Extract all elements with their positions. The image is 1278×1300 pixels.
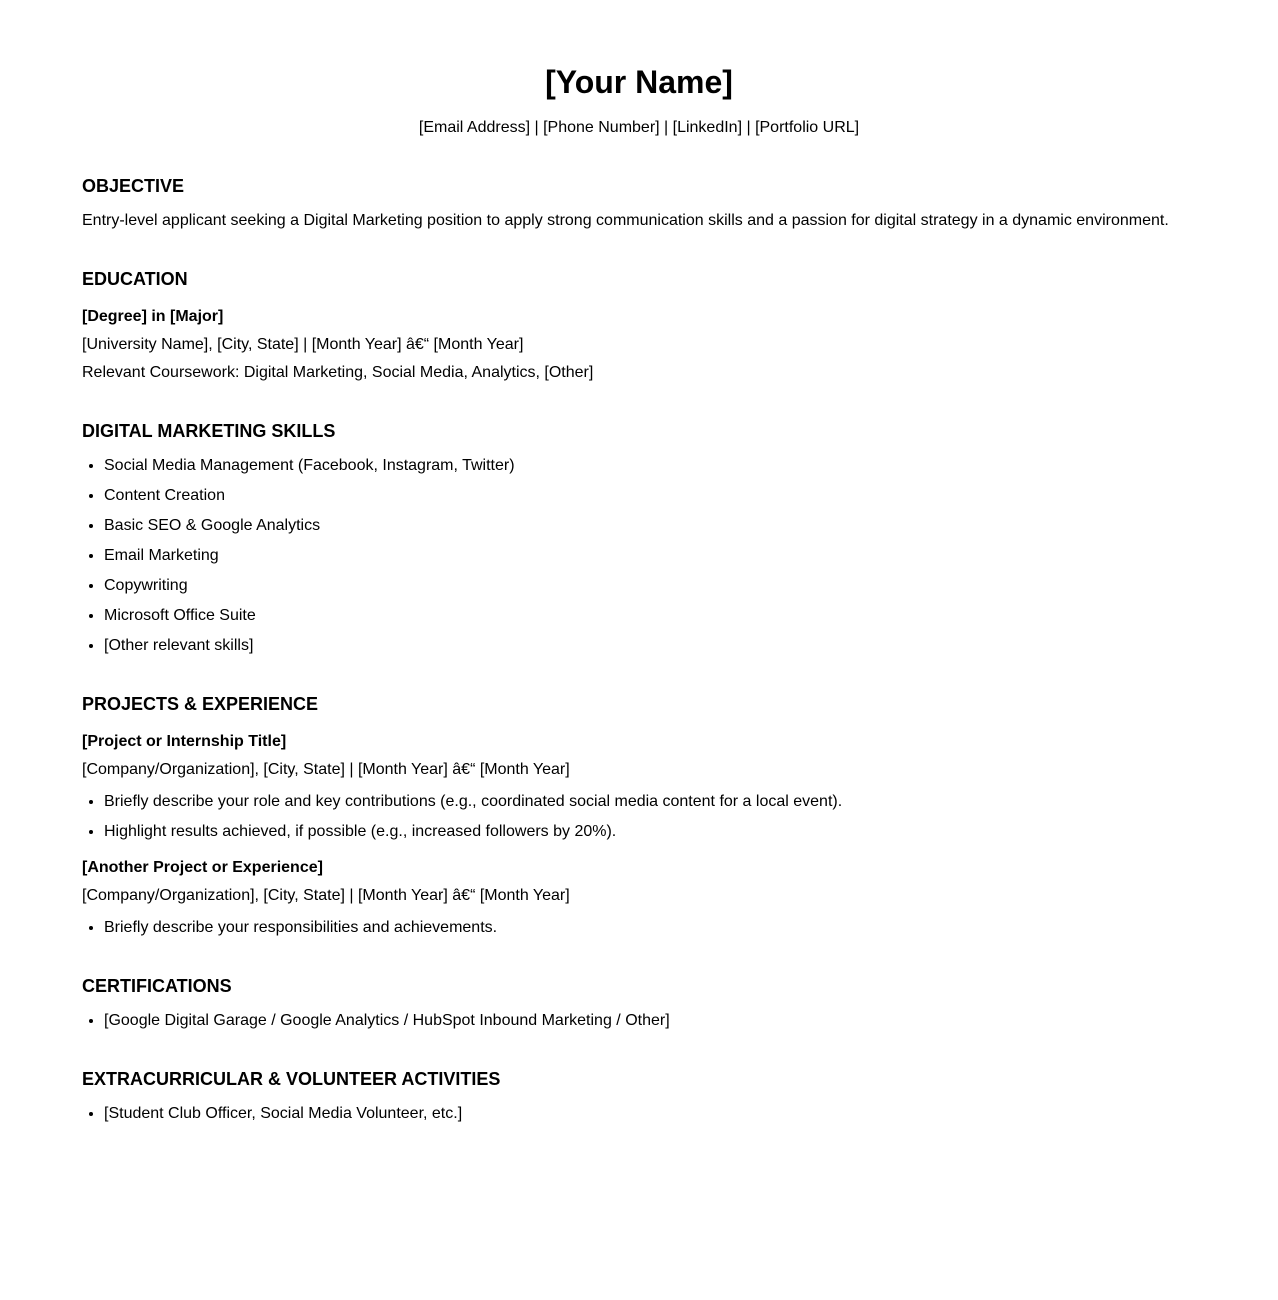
list-item: • Social Media Management (Facebook, Instagram, Twitter) <box>104 456 1196 475</box>
education-coursework: Relevant Coursework: Digital Marketing, Social Media, Analytics, [Other] <box>82 364 594 381</box>
list-item: • Highlight results achieved, if possible (e.g., increased followers by 20%). <box>104 822 1196 841</box>
list-item: • Briefly describe your responsibilities and achievements. <box>104 918 1196 937</box>
extracurricular-heading: EXTRACURRICULAR & VOLUNTEER ACTIVITIES <box>82 1069 501 1089</box>
education-degree: [Degree] in [Major] <box>82 308 224 325</box>
experience-heading: PROJECTS & EXPERIENCE <box>82 694 319 714</box>
experience-entry-title: [Another Project or Experience] <box>82 859 323 876</box>
resume-header <box>82 64 1196 137</box>
objective-heading: OBJECTIVE <box>82 176 185 196</box>
certifications-heading: CERTIFICATIONS <box>82 976 232 996</box>
education-heading: EDUCATION <box>82 269 188 289</box>
section-experience <box>82 694 1196 937</box>
experience-entry-bullets <box>82 792 1196 841</box>
section-certifications <box>82 976 1196 1030</box>
list-item: • Content Creation <box>104 486 1196 505</box>
list-item: • Email Marketing <box>104 546 1196 565</box>
certifications-list <box>82 1011 1196 1030</box>
experience-entry-meta: [Company/Organization], [City, State] | [Month Year] â€“ [Month Year] <box>82 761 570 778</box>
list-item: • Microsoft Office Suite <box>104 606 1196 625</box>
experience-entry-title: [Project or Internship Title] <box>82 733 287 750</box>
section-education <box>82 269 1196 382</box>
list-item: • [Student Club Officer, Social Media Volunteer, etc.] <box>104 1104 1196 1123</box>
list-item: • [Google Digital Garage / Google Analytics / HubSpot Inbound Marketing / Other] <box>104 1011 1196 1030</box>
list-item: • Copywriting <box>104 576 1196 595</box>
section-objective <box>82 176 1196 230</box>
section-skills <box>82 421 1196 655</box>
section-extracurricular <box>82 1069 1196 1123</box>
list-item: • [Other relevant skills] <box>104 636 1196 655</box>
skills-heading: DIGITAL MARKETING SKILLS <box>82 421 336 441</box>
education-institution: [University Name], [City, State] | [Month Year] â€“ [Month Year] <box>82 336 524 353</box>
list-item: • Basic SEO & Google Analytics <box>104 516 1196 535</box>
objective-text: Entry-level applicant seeking a Digital Marketing position to apply strong communication skills and a passion for digital strategy in a dynamic environment. <box>82 212 1169 229</box>
experience-entry-bullets <box>82 918 1196 937</box>
experience-entry-meta: [Company/Organization], [City, State] | [Month Year] â€“ [Month Year] <box>82 887 570 904</box>
list-item: • Briefly describe your role and key contributions (e.g., coordinated social media content for a local event). <box>104 792 1196 811</box>
contact-line: [Email Address] | [Phone Number] | [LinkedIn] | [Portfolio URL] <box>418 119 860 136</box>
skills-list <box>82 456 1196 655</box>
page-title: [Your Name] <box>545 64 733 100</box>
extracurricular-list <box>82 1104 1196 1123</box>
